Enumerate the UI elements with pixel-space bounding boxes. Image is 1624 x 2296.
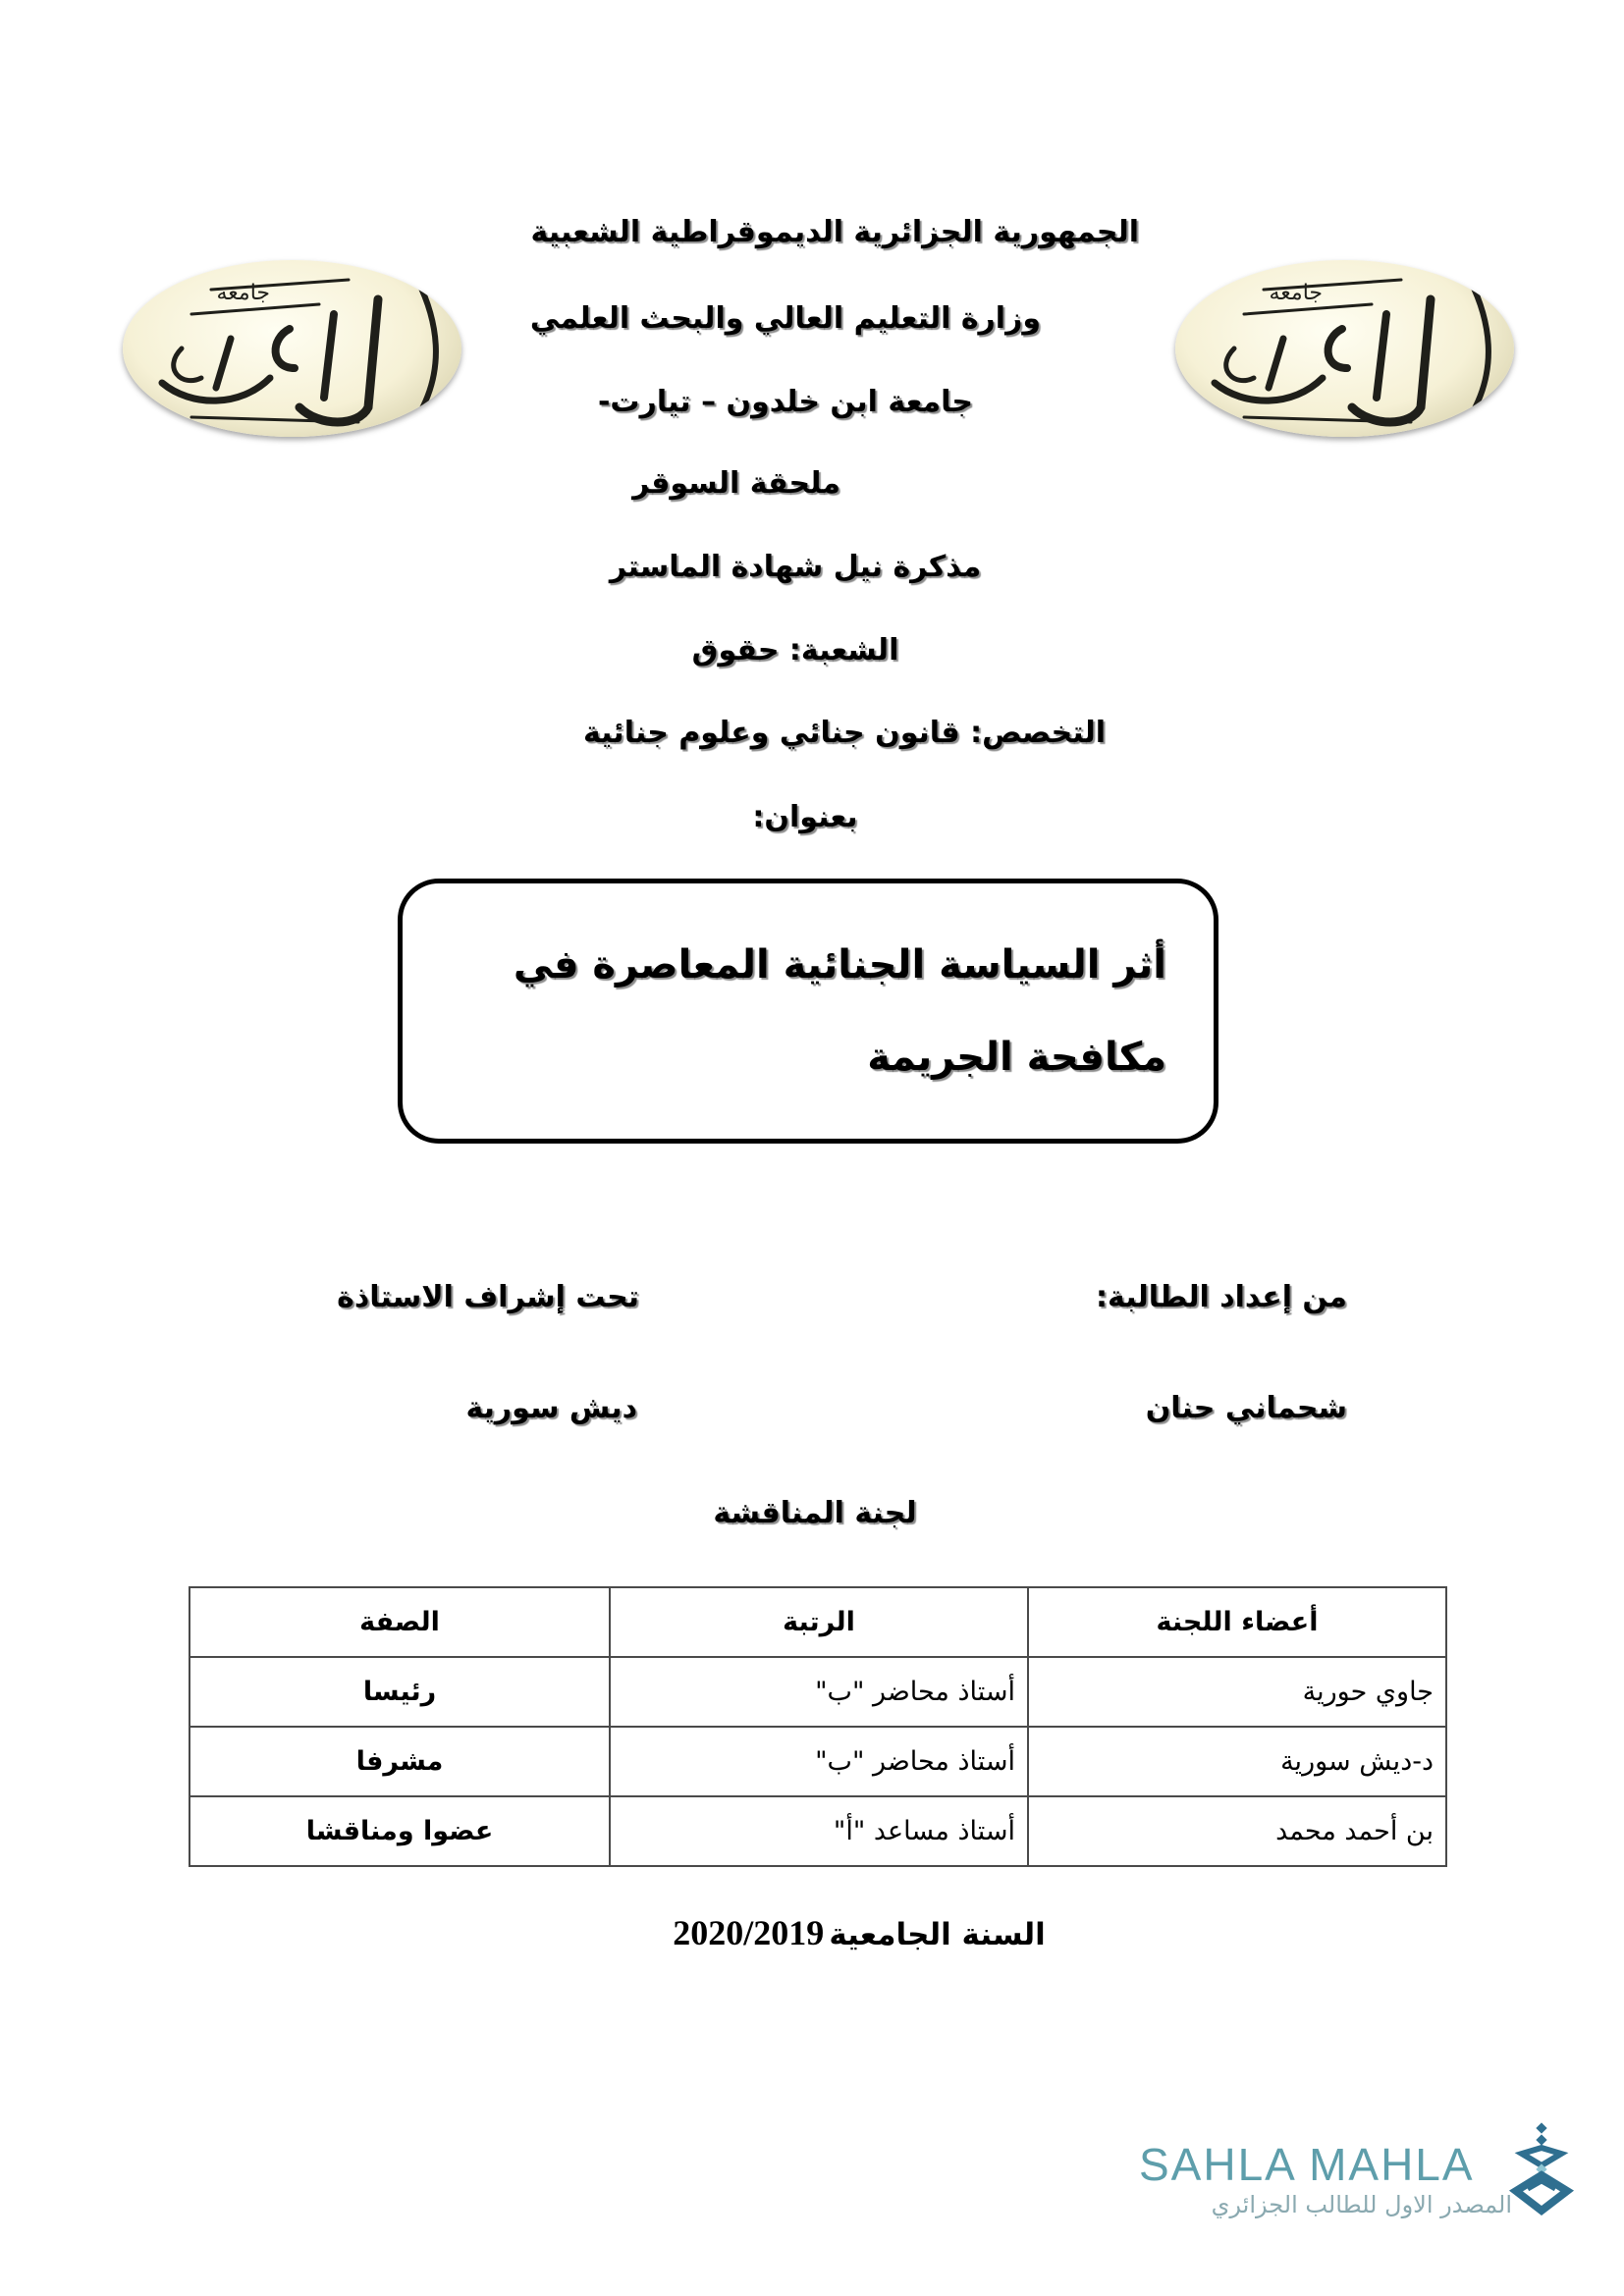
branch-heading: الشعبة: حقوق bbox=[691, 633, 899, 667]
student-label: من إعداد الطالبة: bbox=[1096, 1280, 1347, 1314]
university-logo-right bbox=[1175, 260, 1514, 437]
member-rank: أستاذ محاضر "ب" bbox=[610, 1727, 1028, 1796]
sahla-mahla-logo-icon bbox=[1508, 2120, 1577, 2218]
university-heading: جامعة ابن خلدون – تيارت- bbox=[597, 385, 973, 419]
svg-text:جامعة: جامعة bbox=[1269, 281, 1323, 305]
member-rank: أستاذ محاضر "ب" bbox=[610, 1657, 1028, 1727]
table-row bbox=[189, 1657, 1446, 1727]
column-header-role: الصفة bbox=[189, 1587, 610, 1657]
member-name: د-ديش سورية bbox=[1028, 1727, 1446, 1796]
column-header-members: أعضاء اللجنة bbox=[1028, 1587, 1446, 1657]
supervisor-label: تحت إشراف الاستاذة bbox=[337, 1280, 639, 1314]
member-role: رئيسا bbox=[189, 1657, 610, 1727]
student-name: شحماني حنان bbox=[1145, 1391, 1347, 1425]
member-name: جاوي حورية bbox=[1028, 1657, 1446, 1727]
thesis-title-box bbox=[398, 879, 1218, 1144]
member-role: مشرفا bbox=[189, 1727, 610, 1796]
table-row bbox=[189, 1796, 1446, 1866]
column-header-rank: الرتبة bbox=[610, 1587, 1028, 1657]
table-header-row bbox=[189, 1587, 1446, 1657]
supervisor-name: ديش سورية bbox=[465, 1391, 637, 1425]
university-logo-left bbox=[123, 260, 461, 437]
committee-heading: لجنة المناقشة bbox=[713, 1496, 917, 1530]
academic-year-value: 2020/2019 bbox=[673, 1913, 825, 1952]
member-role: عضوا ومناقشا bbox=[189, 1796, 610, 1866]
sahla-mahla-brand: SAHLA MAHLA bbox=[1139, 2139, 1475, 2190]
academic-year bbox=[638, 1912, 1080, 1953]
title-label: بعنوان: bbox=[752, 800, 858, 834]
table-row bbox=[189, 1727, 1446, 1796]
annex-heading: ملحقة السوقر bbox=[632, 466, 840, 501]
member-rank: أستاذ مساعد "أ" bbox=[610, 1796, 1028, 1866]
republic-heading: الجمهورية الجزائرية الديموقراطية الشعبية bbox=[530, 215, 1139, 249]
sahla-mahla-tagline: المصدر الاول للطالب الجزائري bbox=[1211, 2191, 1512, 2218]
calligraphy-logo-icon bbox=[123, 260, 461, 437]
specialty-heading: التخصص: قانون جنائي وعلوم جنائية bbox=[582, 716, 1107, 750]
svg-text:جامعة: جامعة bbox=[216, 281, 270, 305]
calligraphy-logo-icon bbox=[1175, 260, 1514, 437]
degree-heading: مذكرة نيل شهادة الماستر bbox=[609, 550, 982, 584]
committee-table bbox=[189, 1586, 1447, 1867]
ministry-heading: وزارة التعليم العالي والبحث العلمي bbox=[529, 301, 1041, 336]
thesis-title: أثر السياسة الجنائية المعاصرة في مكافحة الجريمة bbox=[513, 942, 1166, 1080]
academic-year-label: السنة الجامعية bbox=[829, 1917, 1046, 1952]
member-name: بن أحمد محمد bbox=[1028, 1796, 1446, 1866]
